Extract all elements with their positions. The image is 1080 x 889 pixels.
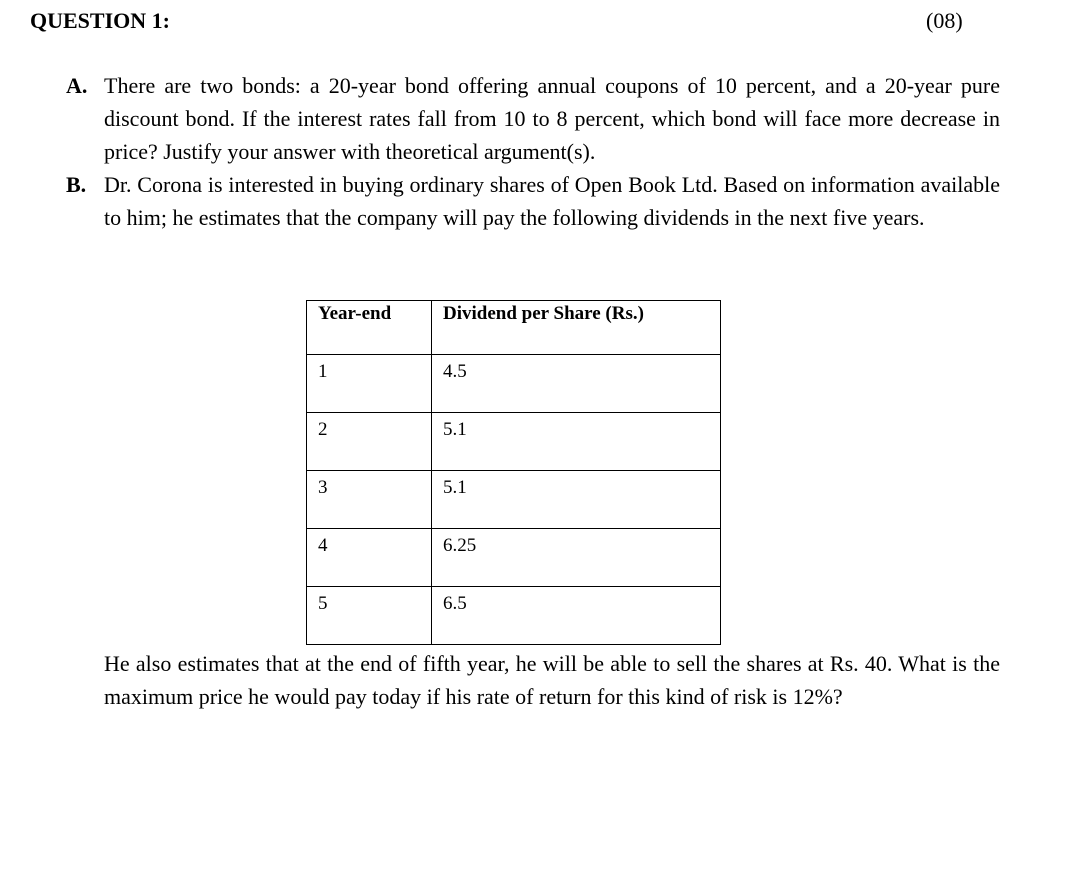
- table-row: [307, 355, 721, 413]
- question-title: QUESTION 1:: [30, 8, 170, 33]
- year-cell: 4: [307, 529, 432, 587]
- part-a: [66, 69, 1000, 168]
- header-year-end: Year-end: [307, 301, 432, 355]
- part-a-text: There are two bonds: a 20-year bond offering annual coupons of 10 percent, and a 20-year pure discount bond. If the interest rates fall from 10 to 8 percent, which bond will face more decrease in price? Justify your answer with theoretical argument(s).: [104, 73, 1000, 164]
- year-cell: 3: [307, 471, 432, 529]
- dividend-cell: 5.1: [432, 471, 721, 529]
- part-b-text: Dr. Corona is interested in buying ordinary shares of Open Book Ltd. Based on information available to him; he estimates that the company will pay the following dividends in the next five years.: [104, 172, 1000, 230]
- dividend-table: [306, 300, 721, 645]
- question-marks: (08): [926, 8, 963, 33]
- table-row: [307, 587, 721, 645]
- dividend-cell: 6.25: [432, 529, 721, 587]
- header-dividend: Dividend per Share (Rs.): [432, 301, 721, 355]
- part-b: [66, 168, 1000, 234]
- year-cell: 2: [307, 413, 432, 471]
- year-cell: 5: [307, 587, 432, 645]
- table-header-row: [307, 301, 721, 355]
- dividend-cell: 6.5: [432, 587, 721, 645]
- table-row: [307, 529, 721, 587]
- part-b-letter: B.: [66, 172, 87, 197]
- dividend-cell: 4.5: [432, 355, 721, 413]
- table-row: [307, 471, 721, 529]
- part-a-letter: A.: [66, 73, 88, 98]
- year-cell: 1: [307, 355, 432, 413]
- table-row: [307, 413, 721, 471]
- closing-paragraph: He also estimates that at the end of fifth year, he will be able to sell the shares at Rs. 40. What is the maximum price he would pay today if his rate of return for this kind of risk is 12%?: [104, 651, 1000, 709]
- dividend-cell: 5.1: [432, 413, 721, 471]
